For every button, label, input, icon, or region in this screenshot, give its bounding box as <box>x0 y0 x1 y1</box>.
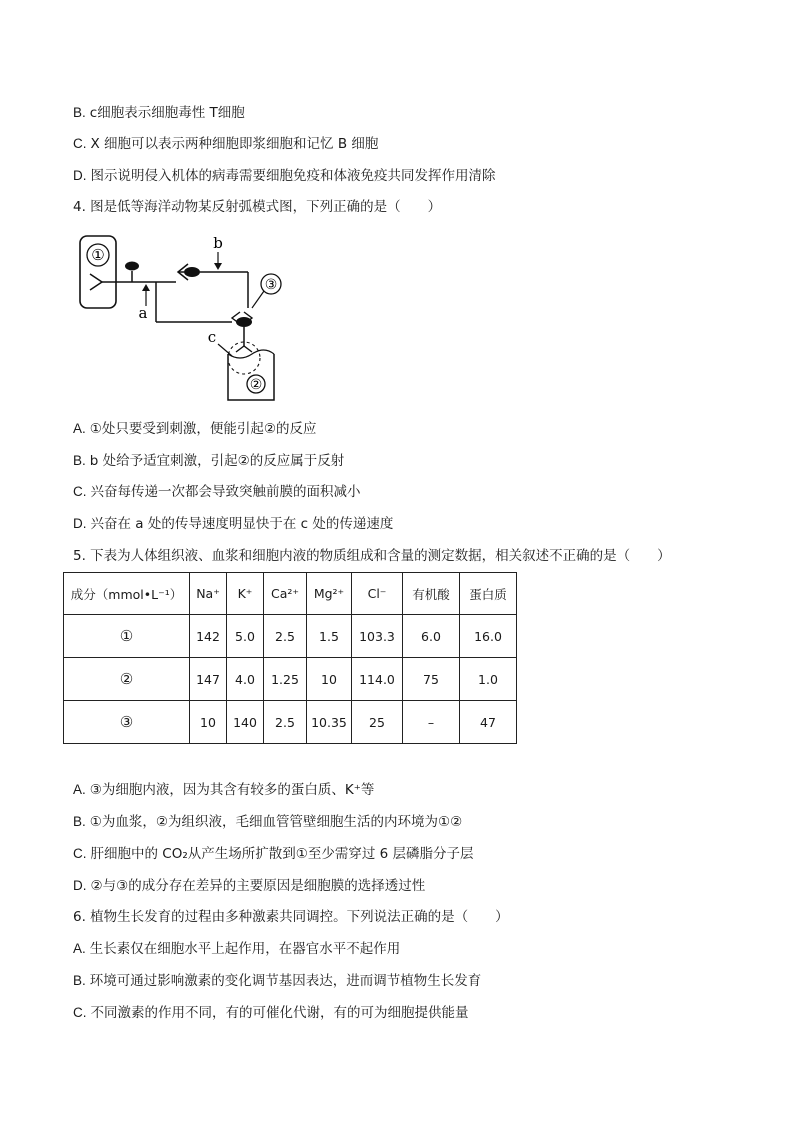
table-header: K⁺ <box>227 573 264 615</box>
q5-option-c: C. 肝细胞中的 CO₂从产生场所扩散到①至少需穿过 6 层磷脂分子层 <box>73 846 474 862</box>
table-header: 蛋白质 <box>460 573 517 615</box>
q6-option-a: A. 生长素仅在细胞水平上起作用，在器官水平不起作用 <box>73 941 401 957</box>
q6-stem: 6. 植物生长发育的过程由多种激素共同调控。下列说法正确的是（ ） <box>73 909 509 925</box>
q3-option-d: D. 图示说明侵入机体的病毒需要细胞免疫和体液免疫共同发挥作用清除 <box>73 168 496 184</box>
label-b: b <box>213 234 223 252</box>
table-row: ② 147 4.0 1.25 10 114.0 75 1.0 <box>64 658 517 701</box>
q5-option-a: A. ③为细胞内液，因为其含有较多的蛋白质、K⁺等 <box>73 782 375 798</box>
composition-table <box>63 572 517 744</box>
reflex-arc-diagram <box>72 228 302 406</box>
table-header-row <box>64 573 517 615</box>
q4-option-d: D. 兴奋在 a 处的传导速度明显快于在 c 处的传递速度 <box>73 516 394 532</box>
q3-option-c: C. X 细胞可以表示两种细胞即浆细胞和记忆 B 细胞 <box>73 136 379 152</box>
q4-option-b: B. b 处给予适宜刺激，引起②的反应属于反射 <box>73 453 345 469</box>
q4-option-c: C. 兴奋每传递一次都会导致突触前膜的面积减小 <box>73 484 361 500</box>
table-header: 有机酸 <box>403 573 460 615</box>
q5-option-b: B. ①为血浆，②为组织液，毛细血管管壁细胞生活的内环境为①② <box>73 814 463 830</box>
q6-option-c: C. 不同激素的作用不同，有的可催化代谢，有的可为细胞提供能量 <box>73 1005 469 1021</box>
table-header: Na⁺ <box>190 573 227 615</box>
q3-option-b: B. c细胞表示细胞毒性 T细胞 <box>73 105 245 121</box>
label-a: a <box>138 304 148 322</box>
label-receptor: ① <box>91 246 105 264</box>
q6-option-b: B. 环境可通过影响激素的变化调节基因表达，进而调节植物生长发育 <box>73 973 482 989</box>
table-row: ③ 10 140 2.5 10.35 25 – 47 <box>64 701 517 744</box>
table-header: 成分（mmol•L⁻¹） <box>64 573 190 615</box>
table-header: Mg²⁺ <box>307 573 352 615</box>
q4-stem: 4. 图是低等海洋动物某反射弧模式图，下列正确的是（ ） <box>73 199 442 215</box>
label-effector: ② <box>249 377 263 393</box>
label-c: c <box>207 328 217 346</box>
table-header: Cl⁻ <box>352 573 403 615</box>
table-header: Ca²⁺ <box>264 573 307 615</box>
q5-stem: 5. 下表为人体组织液、血浆和细胞内液的物质组成和含量的测定数据，相关叙述不正确的是（ ） <box>73 548 671 564</box>
q4-option-a: A. ①处只要受到刺激，便能引起②的反应 <box>73 421 317 437</box>
label-synapse: ③ <box>264 277 278 293</box>
q5-option-d: D. ②与③的成分存在差异的主要原因是细胞膜的选择透过性 <box>73 878 426 894</box>
table-row: ① 142 5.0 2.5 1.5 103.3 6.0 16.0 <box>64 615 517 658</box>
